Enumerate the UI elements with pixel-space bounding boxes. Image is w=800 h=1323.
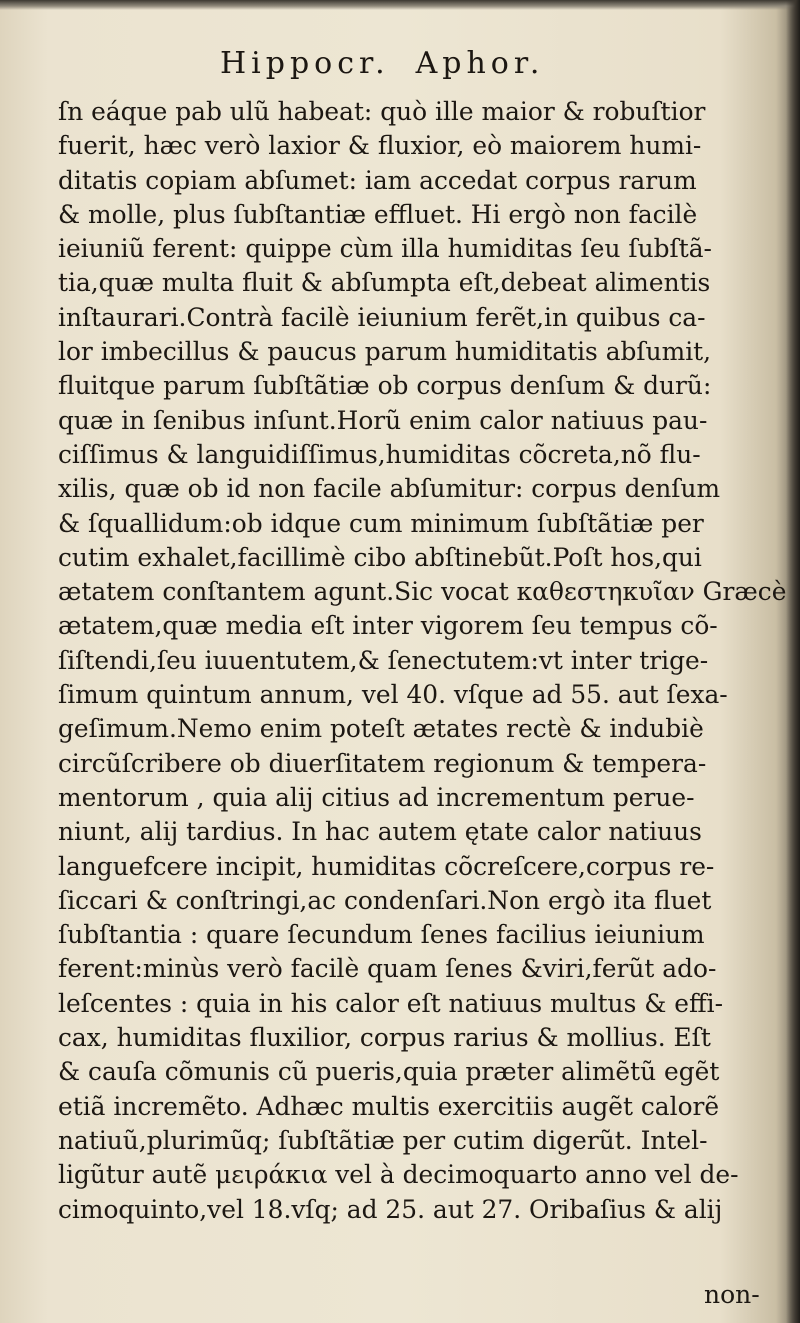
body-text bbox=[58, 95, 794, 1227]
text-line: ditatis copiam abſumet: iam accedat corpus rarum bbox=[58, 165, 697, 195]
running-header-right: Aphor. bbox=[415, 46, 545, 81]
text-line: ſn eáque pab ulũ habeat: quò ille maior & robuſtior bbox=[58, 97, 706, 126]
text-line: ſubſtantia : quare ſecundum ſenes facilius ieiunium bbox=[58, 920, 705, 950]
text-line: tia,quæ multa fluit & abſumpta eſt,debeat alimentis bbox=[58, 268, 711, 298]
text-line: inſtaurari.Contrà facilè ieiunium ferẽt,in quibus ca- bbox=[58, 302, 706, 332]
text-line: ſiſtendi,ſeu iuuentutem,& ſenectutem:vt inter trige- bbox=[58, 645, 709, 675]
text-line: geſimum.Nemo enim poteſt ætates rectè & indubiè bbox=[58, 714, 704, 744]
text-line: ferent:minùs verò facilè quam ſenes &viri,ferũt ado- bbox=[58, 954, 717, 984]
text-line: & ſquallidum:ob idque cum minimum ſubſtãtiæ per bbox=[58, 508, 704, 538]
text-line: ieiuniũ ferent: quippe cùm illa humiditas ſeu ſubſtã- bbox=[58, 234, 712, 264]
text-line: etiã incremẽto. Adhæc multis exercitiis augẽt calorẽ bbox=[58, 1091, 720, 1121]
running-header-left: Hippocr. bbox=[220, 46, 390, 81]
text-line: circũſcribere ob diuerſitatem regionum & tempera- bbox=[58, 748, 707, 778]
text-line: ſiccari & conſtringi,ac condenſari.Non ergò ita fluet bbox=[58, 885, 712, 915]
text-line: ætatem,quæ media eſt inter vigorem ſeu tempus cõ- bbox=[58, 611, 718, 641]
catchword: non- bbox=[704, 1280, 760, 1309]
text-line: cax, humiditas fluxilior, corpus rarius & mollius. Eſt bbox=[58, 1023, 711, 1053]
running-header bbox=[220, 46, 640, 90]
text-line: languefcere incipit, humiditas cõcreſcere,corpus re- bbox=[58, 851, 715, 881]
text-line: ligũtur autẽ μειράκια vel à decimoquarto anno vel de- bbox=[58, 1160, 739, 1190]
text-line: quæ in ſenibus inſunt.Horũ enim calor natiuus pau- bbox=[58, 405, 708, 435]
text-line: & molle, plus ſubſtantiæ effluet. Hi ergò non facilè bbox=[58, 199, 698, 229]
text-line: leſcentes : quia in his calor eſt natiuus multus & effi- bbox=[58, 988, 724, 1018]
text-line: mentorum , quia alij citius ad incrementum perue- bbox=[58, 782, 695, 812]
text-line: ciſſimus & languidiſſimus,humiditas cõcreta,nõ flu- bbox=[58, 439, 701, 469]
text-line: ſimum quintum annum, vel 40. vſque ad 55. aut ſexa- bbox=[58, 680, 728, 710]
text-line: niunt, alij tardius. In hac autem ętate calor natiuus bbox=[58, 817, 702, 847]
page-top-shadow bbox=[0, 0, 800, 10]
text-line: & cauſa cõmunis cũ pueris,quia præter alimẽtũ egẽt bbox=[58, 1057, 720, 1087]
text-line: cutim exhalet,facillimè cibo abſtinebũt.Poſt hos,qui bbox=[58, 542, 702, 572]
text-line: fluitque parum ſubſtãtiæ ob corpus denſum & durũ: bbox=[58, 371, 712, 401]
text-line: cimoquinto,vel 18.vſq; ad 25. aut 27. Oribaſius & alij bbox=[58, 1194, 723, 1224]
text-line: natiuũ,plurimũq; ſubſtãtiæ per cutim digerũt. Intel- bbox=[58, 1125, 708, 1155]
text-line: lor imbecillus & paucus parum humiditatis abſumit, bbox=[58, 337, 712, 367]
text-line: ætatem conſtantem agunt.Sic vocat καθεστηκυῖαν Græcè bbox=[58, 577, 787, 607]
text-line: xilis, quæ ob id non facile abſumitur: corpus denſum bbox=[58, 474, 721, 504]
text-line: fuerit, hæc verò laxior & fluxior, eò maiorem humi- bbox=[58, 131, 702, 161]
